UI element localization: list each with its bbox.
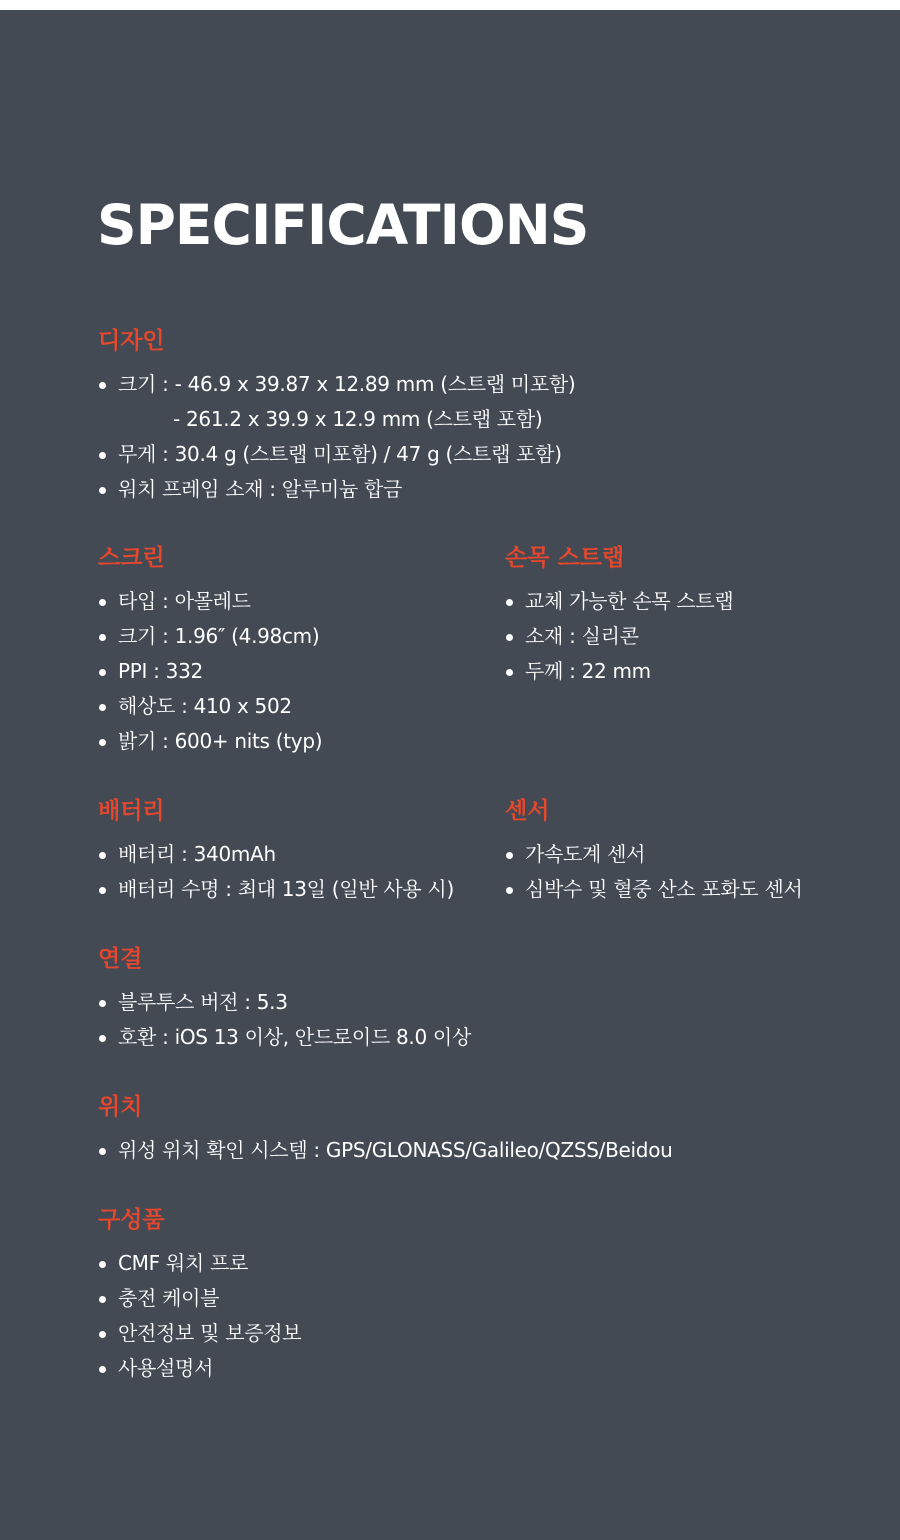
screen-size-item: 크기 : 1.96″ (4.98cm) <box>98 619 322 654</box>
battery-section <box>98 795 454 907</box>
design-weight-item: 무게 : 30.4 g (스트랩 미포함) / 47 g (스트랩 포함) <box>98 437 575 472</box>
battery-capacity-item: 배터리 : 340mAh <box>98 837 454 872</box>
sensor-section <box>505 795 803 907</box>
sensor-accelerometer-item: 가속도계 센서 <box>505 837 803 872</box>
screen-type-item: 타입 : 아몰레드 <box>98 584 322 619</box>
screen-brightness-item: 밝기 : 600+ nits (typ) <box>98 724 322 759</box>
battery-list <box>98 837 454 907</box>
connectivity-heading: 연결 <box>98 946 143 972</box>
screen-section <box>98 542 322 759</box>
package-safety-info-item: 안전정보 및 보증정보 <box>98 1316 301 1351</box>
specifications-panel <box>0 10 900 1540</box>
screen-ppi-item: PPI : 332 <box>98 654 322 689</box>
battery-life-item: 배터리 수명 : 최대 13일 (일반 사용 시) <box>98 872 454 907</box>
connectivity-compatibility-item: 호환 : iOS 13 이상, 안드로이드 8.0 이상 <box>98 1020 471 1055</box>
strap-replaceable-item: 교체 가능한 손목 스트랩 <box>505 584 733 619</box>
battery-heading: 배터리 <box>98 798 165 824</box>
design-section <box>98 325 575 507</box>
package-cable-item: 충전 케이블 <box>98 1281 301 1316</box>
package-section <box>98 1204 301 1386</box>
sensor-list <box>505 837 803 907</box>
screen-resolution-item: 해상도 : 410 x 502 <box>98 689 322 724</box>
package-watch-item: CMF 워치 프로 <box>98 1246 301 1281</box>
package-heading: 구성품 <box>98 1207 165 1233</box>
strap-section <box>505 542 733 689</box>
design-list <box>98 367 575 507</box>
location-gnss-item: 위성 위치 확인 시스템 : GPS/GLONASS/Galileo/QZSS/Beidou <box>98 1133 673 1168</box>
strap-list <box>505 584 733 689</box>
connectivity-list <box>98 985 471 1055</box>
package-manual-item: 사용설명서 <box>98 1351 301 1386</box>
package-list <box>98 1246 301 1386</box>
location-list <box>98 1133 673 1168</box>
strap-material-item: 소재 : 실리콘 <box>505 619 733 654</box>
strap-width-item: 두께 : 22 mm <box>505 654 733 689</box>
location-section <box>98 1091 673 1168</box>
design-frame-material-item: 워치 프레임 소재 : 알루미늄 합금 <box>98 472 575 507</box>
location-heading: 위치 <box>98 1094 143 1120</box>
strap-heading: 손목 스트랩 <box>505 545 625 571</box>
sensor-heading: 센서 <box>505 798 550 824</box>
design-heading: 디자인 <box>98 328 165 354</box>
screen-heading: 스크린 <box>98 545 165 571</box>
design-size-with-strap-item: - 261.2 x 39.9 x 12.9 mm (스트랩 포함) <box>173 407 543 431</box>
screen-list <box>98 584 322 759</box>
design-size-item: 크기 : - 46.9 x 39.87 x 12.89 mm (스트랩 미포함) <box>98 367 575 402</box>
connectivity-bluetooth-item: 블루투스 버전 : 5.3 <box>98 985 471 1020</box>
connectivity-section <box>98 943 471 1055</box>
sensor-heart-rate-item: 심박수 및 혈중 산소 포화도 센서 <box>505 872 803 907</box>
page-title: SPECIFICATIONS <box>97 193 589 257</box>
